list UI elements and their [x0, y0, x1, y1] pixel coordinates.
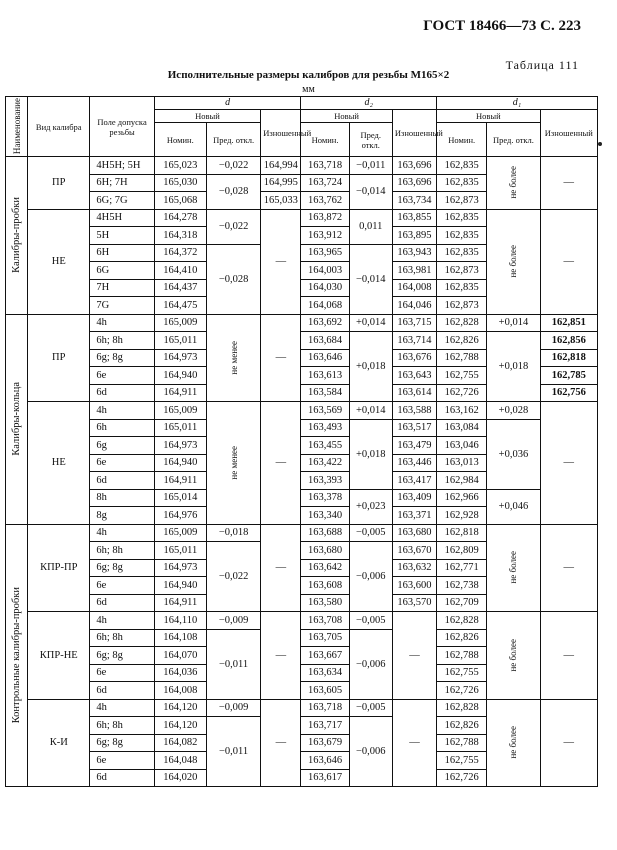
table-cell: −0,011 [206, 629, 260, 699]
table-cell: 164,911 [154, 472, 206, 490]
table-cell: −0,014 [349, 244, 392, 314]
table-cell: 164,973 [154, 349, 206, 367]
table-cell: 163,417 [392, 472, 436, 490]
table-cell: 164,003 [301, 262, 349, 280]
table-cell: −0,005 [349, 612, 392, 630]
table-cell: 162,835 [437, 279, 487, 297]
table-cell: 6g; 8g [90, 349, 154, 367]
table-cell: 6e [90, 577, 154, 595]
table-cell: 6G; 7G [90, 192, 154, 210]
table-cell: 163,340 [301, 507, 349, 525]
table-cell: 162,726 [437, 682, 487, 700]
table-cell: 164,372 [154, 244, 206, 262]
note-cell: не более [487, 209, 540, 314]
table-cell: 164,940 [154, 367, 206, 385]
table-cell: 165,009 [154, 314, 206, 332]
table-row [6, 209, 598, 227]
table-cell: 162,726 [437, 384, 487, 402]
table-cell: — [261, 402, 301, 525]
table-cell: 6H; 7H [90, 174, 154, 192]
kind-label: ПР [28, 314, 90, 402]
col-d2-header: d₂ [301, 97, 437, 110]
table-body [6, 157, 598, 787]
table-cell: 6g [90, 437, 154, 455]
table-cell: 165,009 [154, 402, 206, 420]
table-cell: 164,973 [154, 559, 206, 577]
table-cell: −0,028 [206, 174, 260, 209]
table-cell: 6G [90, 262, 154, 280]
group-label-plug-gauges: Калибры-пробки [6, 157, 28, 315]
table-cell: +0,046 [487, 489, 540, 524]
group-label-control-plug-gauges: Контрольные калибры-пробки [6, 524, 28, 787]
table-cell: 4h [90, 524, 154, 542]
table-cell: 164,008 [392, 279, 436, 297]
table-cell: 164,068 [301, 297, 349, 315]
table-cell: 164,940 [154, 454, 206, 472]
table-cell: 164,030 [301, 279, 349, 297]
note-cell: не более [487, 612, 540, 700]
table-cell: 163,646 [301, 349, 349, 367]
table-cell: 163,718 [301, 699, 349, 717]
table-row [6, 612, 598, 630]
table-cell: 163,046 [437, 437, 487, 455]
table-cell: 164,911 [154, 384, 206, 402]
d1-dev-header: Пред. откл. [487, 123, 540, 157]
note-cell: не менее [206, 402, 260, 525]
table-cell: 163,676 [392, 349, 436, 367]
table-row [6, 332, 598, 350]
table-cell: 7H [90, 279, 154, 297]
table-cell: 162,928 [437, 507, 487, 525]
table-cell: 163,422 [301, 454, 349, 472]
table-cell: — [540, 524, 597, 612]
table-cell: 163,670 [392, 542, 436, 560]
table-cell: +0,023 [349, 489, 392, 524]
d1-new-header: Новый [437, 110, 540, 123]
table-row [6, 314, 598, 332]
table-cell: 163,646 [301, 752, 349, 770]
table-cell: 163,614 [392, 384, 436, 402]
table-cell: 164,410 [154, 262, 206, 280]
table-cell: 162,828 [437, 314, 487, 332]
table-cell: 165,011 [154, 419, 206, 437]
table-cell: 6h; 8h [90, 542, 154, 560]
table-cell: 163,371 [392, 507, 436, 525]
margin-dot [598, 142, 602, 146]
table-cell: −0,018 [206, 524, 260, 542]
table-cell: 163,570 [392, 594, 436, 612]
table-cell: 6d [90, 472, 154, 490]
table-cell: 164,973 [154, 437, 206, 455]
gauge-dimensions-table [5, 96, 598, 787]
d-dev-header: Пред. откл. [206, 123, 260, 157]
table-cell: +0,014 [349, 402, 392, 420]
table-cell: 164,046 [392, 297, 436, 315]
table-cell: −0,009 [206, 699, 260, 717]
table-cell: 163,517 [392, 419, 436, 437]
table-cell: — [540, 612, 597, 700]
table-cell: 163,667 [301, 647, 349, 665]
table-cell: 164,994 [261, 157, 301, 175]
table-cell: 163,569 [301, 402, 349, 420]
table-cell: 0,011 [349, 209, 392, 244]
table-cell: 163,409 [392, 489, 436, 507]
table-cell: −0,011 [206, 717, 260, 787]
table-cell: −0,006 [349, 717, 392, 787]
table-cell: 163,632 [392, 559, 436, 577]
table-cell: 163,717 [301, 717, 349, 735]
table-row [6, 402, 598, 420]
table-title: Исполнительные размеры калибров для резьбы М165×2 [167, 69, 450, 81]
table-cell: 164,278 [154, 209, 206, 227]
table-row [6, 699, 598, 717]
d-worn-header: Изношенный [261, 110, 301, 157]
d-nom-header: Номин. [154, 123, 206, 157]
table-cell: 164,475 [154, 297, 206, 315]
table-cell: 163,588 [392, 402, 436, 420]
table-cell: 163,580 [301, 594, 349, 612]
table-cell: 163,718 [301, 157, 349, 175]
kind-label: НЕ [28, 209, 90, 314]
table-cell: 164,911 [154, 594, 206, 612]
table-cell: −0,014 [349, 174, 392, 209]
table-cell: 163,895 [392, 227, 436, 245]
table-cell: 162,828 [437, 612, 487, 630]
table-cell: 164,940 [154, 577, 206, 595]
note-cell: не более [487, 699, 540, 787]
table-cell: 162,756 [540, 384, 597, 402]
table-cell: 163,708 [301, 612, 349, 630]
table-cell: 4h [90, 612, 154, 630]
table-cell: 165,033 [261, 192, 301, 210]
table-cell: — [540, 699, 597, 787]
table-cell: 163,943 [392, 244, 436, 262]
table-cell: 162,818 [540, 349, 597, 367]
table-cell: 165,009 [154, 524, 206, 542]
table-cell: 162,873 [437, 192, 487, 210]
table-cell: +0,018 [487, 332, 540, 402]
table-cell: 162,966 [437, 489, 487, 507]
table-cell: 162,726 [437, 769, 487, 787]
table-cell: 162,851 [540, 314, 597, 332]
table-cell: 163,393 [301, 472, 349, 490]
table-cell: 165,011 [154, 332, 206, 350]
table-cell: −0,011 [349, 157, 392, 175]
table-row [6, 157, 598, 175]
table-cell: 163,643 [392, 367, 436, 385]
table-cell: 163,605 [301, 682, 349, 700]
table-cell: +0,018 [349, 419, 392, 489]
table-cell: 162,788 [437, 349, 487, 367]
table-cell: 6H [90, 244, 154, 262]
table-cell: 162,835 [437, 174, 487, 192]
table-cell: 162,785 [540, 367, 597, 385]
table-cell: 4H5H [90, 209, 154, 227]
table-cell: 6h [90, 419, 154, 437]
table-cell: −0,005 [349, 699, 392, 717]
table-cell: 162,809 [437, 542, 487, 560]
table-cell: 5H [90, 227, 154, 245]
table-cell: 162,818 [437, 524, 487, 542]
table-cell: −0,022 [206, 157, 260, 175]
table-cell: 162,755 [437, 664, 487, 682]
table-cell: 163,965 [301, 244, 349, 262]
table-cell: 163,679 [301, 734, 349, 752]
table-cell: — [392, 612, 436, 700]
table-cell: 6g; 8g [90, 647, 154, 665]
table-cell: 162,835 [437, 209, 487, 227]
table-cell: −0,022 [206, 542, 260, 612]
table-cell: 165,014 [154, 489, 206, 507]
d2-worn-header: Изношенный [392, 110, 436, 157]
table-cell: 163,684 [301, 332, 349, 350]
table-cell: 162,826 [437, 717, 487, 735]
table-cell: 6d [90, 594, 154, 612]
table-cell: 4h [90, 402, 154, 420]
table-cell: +0,014 [349, 314, 392, 332]
table-cell: 163,724 [301, 174, 349, 192]
table-cell: +0,018 [349, 332, 392, 402]
table-cell: −0,028 [206, 244, 260, 314]
table-cell: 163,584 [301, 384, 349, 402]
table-cell: 163,714 [392, 332, 436, 350]
table-cell: 164,437 [154, 279, 206, 297]
col-d1-header: d₁ [437, 97, 598, 110]
table-cell: 162,873 [437, 297, 487, 315]
table-cell: 162,826 [437, 332, 487, 350]
table-cell: — [261, 699, 301, 787]
table-cell: 163,734 [392, 192, 436, 210]
table-cell: 163,912 [301, 227, 349, 245]
d1-nom-header: Номин. [437, 123, 487, 157]
table-cell: 6e [90, 454, 154, 472]
table-cell: +0,036 [487, 419, 540, 489]
table-cell: 164,082 [154, 734, 206, 752]
table-cell: 163,162 [437, 402, 487, 420]
table-cell: 162,835 [437, 227, 487, 245]
table-cell: +0,014 [487, 314, 540, 332]
table-cell: 162,826 [437, 629, 487, 647]
table-cell: 162,856 [540, 332, 597, 350]
table-cell: 4h [90, 699, 154, 717]
table-row [6, 489, 598, 507]
table-cell: −0,006 [349, 629, 392, 699]
table-cell: 6h; 8h [90, 629, 154, 647]
table-cell: 162,873 [437, 262, 487, 280]
table-cell: 164,036 [154, 664, 206, 682]
table-cell: 163,715 [392, 314, 436, 332]
table-cell: 164,048 [154, 752, 206, 770]
d-new-header: Новый [154, 110, 261, 123]
col-kind-header: Вид калибра [28, 97, 90, 157]
col-d-header: d [154, 97, 301, 110]
table-cell: 162,788 [437, 734, 487, 752]
table-cell: 6g; 8g [90, 559, 154, 577]
kind-label: КПР-НЕ [28, 612, 90, 700]
kind-label: К-И [28, 699, 90, 787]
table-cell: 7G [90, 297, 154, 315]
table-cell: 6e [90, 664, 154, 682]
table-cell: 6h; 8h [90, 332, 154, 350]
table-cell: 163,981 [392, 262, 436, 280]
table-cell: 6d [90, 769, 154, 787]
col-tolerance-header: Поле допуска резьбы [90, 97, 154, 157]
table-cell: 164,070 [154, 647, 206, 665]
table-cell: 6e [90, 367, 154, 385]
table-cell: 162,835 [437, 244, 487, 262]
table-row [6, 419, 598, 437]
table-cell: 162,771 [437, 559, 487, 577]
table-cell: 4h [90, 314, 154, 332]
table-cell: 163,600 [392, 577, 436, 595]
table-cell: 6e [90, 752, 154, 770]
table-cell: — [261, 612, 301, 700]
table-cell: — [261, 209, 301, 314]
table-cell: 162,755 [437, 752, 487, 770]
table-cell: 163,634 [301, 664, 349, 682]
table-cell: 164,108 [154, 629, 206, 647]
table-cell: −0,009 [206, 612, 260, 630]
table-cell: −0,005 [349, 524, 392, 542]
d2-nom-header: Номин. [301, 123, 349, 157]
table-cell: 163,696 [392, 174, 436, 192]
table-cell: 164,110 [154, 612, 206, 630]
kind-label: ПР [28, 157, 90, 210]
table-cell: 163,696 [392, 157, 436, 175]
table-cell: — [261, 524, 301, 612]
table-cell: 165,011 [154, 542, 206, 560]
table-cell: 163,493 [301, 419, 349, 437]
kind-label: НЕ [28, 402, 90, 525]
table-cell: 162,835 [437, 157, 487, 175]
table-cell: 6h; 8h [90, 717, 154, 735]
table-cell: — [261, 314, 301, 402]
table-row [6, 524, 598, 542]
table-cell: 163,705 [301, 629, 349, 647]
table-cell: 163,692 [301, 314, 349, 332]
table-cell: 165,023 [154, 157, 206, 175]
table-cell: 163,455 [301, 437, 349, 455]
table-cell: 8h [90, 489, 154, 507]
unit-label: мм [302, 84, 315, 95]
table-cell: 163,613 [301, 367, 349, 385]
table-cell: 163,608 [301, 577, 349, 595]
group-label-ring-gauges: Калибры-кольца [6, 314, 28, 524]
note-cell: не менее [206, 314, 260, 402]
table-cell: 6g; 8g [90, 734, 154, 752]
table-cell: 162,738 [437, 577, 487, 595]
table-cell: 164,120 [154, 699, 206, 717]
table-cell: 163,013 [437, 454, 487, 472]
col-name-header: Наименование [6, 97, 28, 157]
d2-new-header: Новый [301, 110, 392, 123]
table-cell: 6d [90, 384, 154, 402]
table-cell: 162,709 [437, 594, 487, 612]
table-cell: — [540, 402, 597, 525]
table-cell: — [540, 157, 597, 210]
table-cell: +0,028 [487, 402, 540, 420]
table-cell: 164,120 [154, 717, 206, 735]
table-cell: 165,030 [154, 174, 206, 192]
table-cell: 162,828 [437, 699, 487, 717]
d2-dev-header: Пред. откл. [349, 123, 392, 157]
table-cell: 163,688 [301, 524, 349, 542]
table-cell: 6d [90, 682, 154, 700]
table-cell: 163,617 [301, 769, 349, 787]
table-cell: 163,446 [392, 454, 436, 472]
d1-worn-header: Изношенный [540, 110, 597, 157]
table-cell: 163,479 [392, 437, 436, 455]
table-cell: 163,084 [437, 419, 487, 437]
table-cell: 8g [90, 507, 154, 525]
table-cell: 164,008 [154, 682, 206, 700]
table-cell: 162,755 [437, 367, 487, 385]
table-cell: 165,068 [154, 192, 206, 210]
table-cell: 164,318 [154, 227, 206, 245]
table-cell: 162,984 [437, 472, 487, 490]
table-cell: 164,995 [261, 174, 301, 192]
table-cell: 4H5H; 5H [90, 157, 154, 175]
table-cell: 163,680 [392, 524, 436, 542]
table-cell: 163,680 [301, 542, 349, 560]
table-cell: 163,762 [301, 192, 349, 210]
table-cell: 164,976 [154, 507, 206, 525]
note-cell: не более [487, 157, 540, 210]
gost-header: ГОСТ 18466—73 С. 223 [423, 18, 581, 34]
table-cell: −0,022 [206, 209, 260, 244]
table-cell: 163,855 [392, 209, 436, 227]
table-cell: 163,642 [301, 559, 349, 577]
table-cell: 163,872 [301, 209, 349, 227]
table-number: Таблица 111 [505, 58, 579, 72]
kind-label: КПР-ПР [28, 524, 90, 612]
table-cell: −0,006 [349, 542, 392, 612]
table-cell: — [540, 209, 597, 314]
table-cell: — [392, 699, 436, 787]
table-cell: 164,020 [154, 769, 206, 787]
table-cell: 163,378 [301, 489, 349, 507]
note-cell: не более [487, 524, 540, 612]
table-cell: 162,788 [437, 647, 487, 665]
